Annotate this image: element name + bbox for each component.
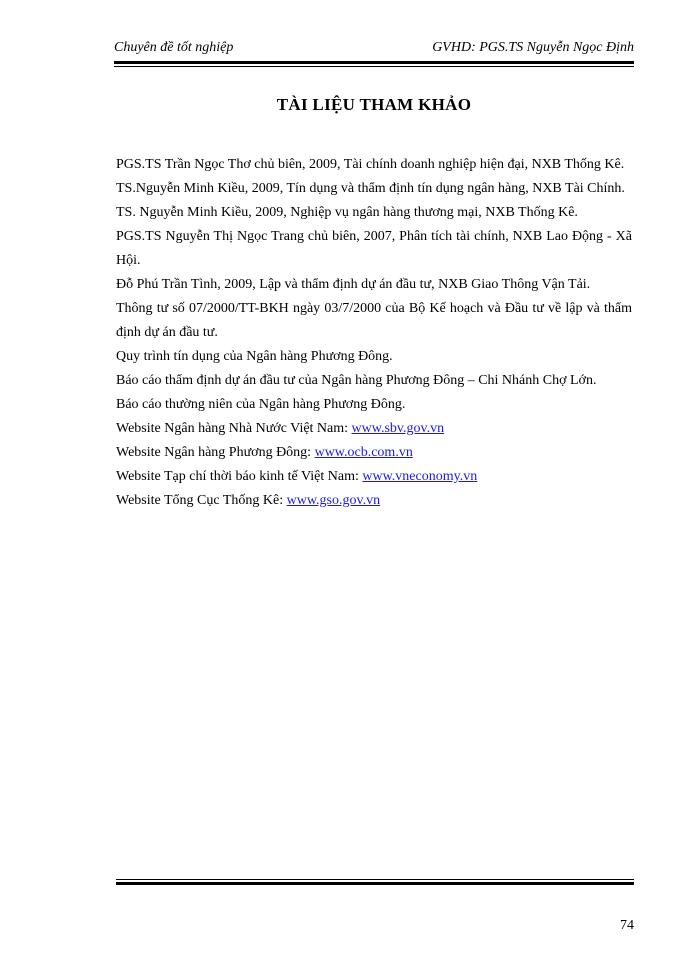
sbv-website-link[interactable]: www.sbv.gov.vn <box>351 421 445 436</box>
reference-item <box>116 177 632 201</box>
reference-item <box>116 153 632 177</box>
page-header <box>114 40 634 56</box>
reference-text: Thông tư số 07/2000/TT-BKH ngày 03/7/2000 của Bộ Kế hoạch và Đầu tư về lập và thẩm định dự án đầu tư. <box>116 301 632 340</box>
reference-text: Báo cáo thường niên của Ngân hàng Phương Đông. <box>116 397 406 412</box>
reference-text: Quy trình tín dụng của Ngân hàng Phương Đông. <box>116 349 393 364</box>
reference-list <box>116 153 632 513</box>
footer-rule-thin <box>116 879 634 880</box>
header-rule-thin <box>114 66 634 67</box>
reference-text: PGS.TS Trần Ngọc Thơ chủ biên, 2009, Tài chính doanh nghiệp hiện đại, NXB Thống Kê. <box>116 157 625 172</box>
header-rule-thick <box>114 61 634 64</box>
reference-item <box>116 273 632 297</box>
reference-text: TS.Nguyễn Minh Kiều, 2009, Tín dụng và thẩm định tín dụng ngân hàng, NXB Tài Chính. <box>116 181 625 196</box>
reference-item <box>116 489 632 513</box>
reference-text: Báo cáo thẩm định dự án đầu tư của Ngân hàng Phương Đông – Chi Nhánh Chợ Lớn. <box>116 373 597 388</box>
reference-item <box>116 297 632 345</box>
reference-text: PGS.TS Nguyễn Thị Ngọc Trang chủ biên, 2007, Phân tích tài chính, NXB Lao Động - Xã Hội. <box>116 229 632 268</box>
reference-text: Website Ngân hàng Nhà Nước Việt Nam: <box>116 421 352 436</box>
vneconomy-website-link[interactable]: www.vneconomy.vn <box>362 469 478 484</box>
reference-item <box>116 345 632 369</box>
page-number: 74 <box>620 918 634 933</box>
reference-item <box>116 225 632 273</box>
reference-item <box>116 417 632 441</box>
reference-item <box>116 441 632 465</box>
header-left-text: Chuyên đề tốt nghiệp <box>114 40 234 55</box>
reference-text: TS. Nguyễn Minh Kiều, 2009, Nghiệp vụ ngân hàng thương mại, NXB Thống Kê. <box>116 205 578 220</box>
reference-text: Website Tổng Cục Thống Kê: <box>116 493 287 508</box>
reference-text: Website Ngân hàng Phương Đông: <box>116 445 315 460</box>
ocb-website-link[interactable]: www.ocb.com.vn <box>314 445 413 460</box>
reference-item <box>116 465 632 489</box>
reference-item <box>116 393 632 417</box>
reference-text: Đỗ Phú Trần Tình, 2009, Lập và thẩm định dự án đầu tư, NXB Giao Thông Vận Tải. <box>116 277 591 292</box>
reference-item <box>116 201 632 225</box>
reference-item <box>116 369 632 393</box>
gso-website-link[interactable]: www.gso.gov.vn <box>286 493 381 508</box>
footer-rule-thick <box>116 882 634 885</box>
page-title: TÀI LIỆU THAM KHẢO <box>276 95 472 114</box>
reference-text: Website Tạp chí thời báo kinh tế Việt Nam: <box>116 469 363 484</box>
header-right-text: GVHD: PGS.TS Nguyễn Ngọc Định <box>432 40 634 55</box>
